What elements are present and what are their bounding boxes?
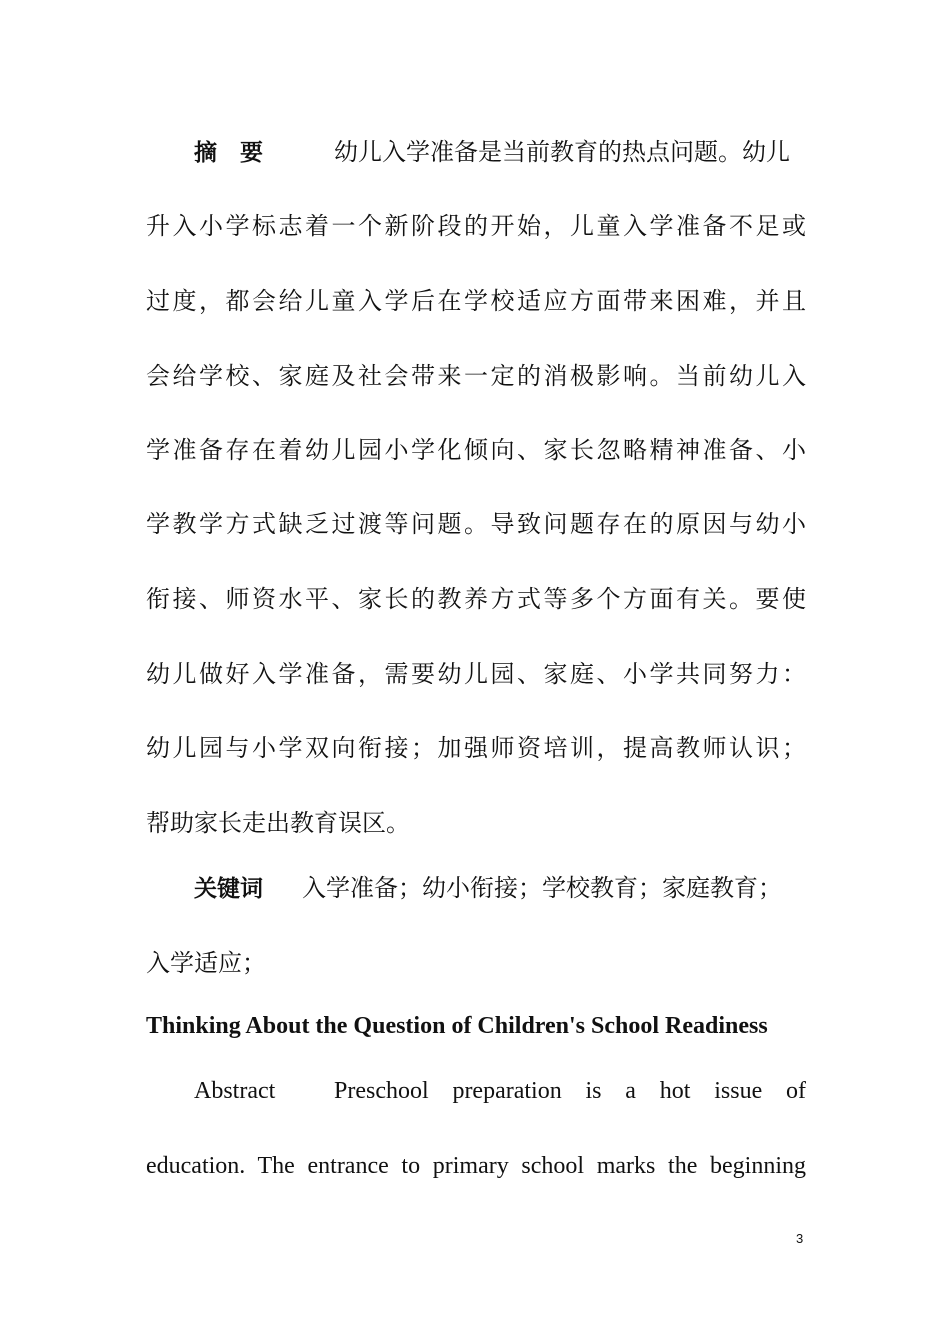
- abstract-cn-line-8: 幼儿做好入学准备，需要幼儿园、家庭、小学共同努力：: [146, 660, 806, 688]
- abstract-cn-line-10: 帮助家长走出教育误区。: [146, 809, 410, 837]
- page-number: 3: [796, 1231, 804, 1246]
- abstract-cn-line-1: 摘 要 幼儿入学准备是当前教育的热点问题。幼儿: [146, 136, 806, 169]
- keywords-cn-line-1: 关键词 入学准备；幼小衔接；学校教育；家庭教育；: [146, 872, 826, 905]
- english-title: Thinking About the Question of Children's School Readiness: [146, 1013, 768, 1039]
- abstract-cn-line-2: 升入小学标志着一个新阶段的开始，儿童入学准备不足或: [146, 212, 806, 240]
- abstract-cn-line-5: 学准备存在着幼儿园小学化倾向、家长忽略精神准备、小: [146, 436, 806, 464]
- abstract-cn-line-3: 过度，都会给儿童入学后在学校适应方面带来困难，并且: [146, 287, 806, 315]
- english-abstract-line-1: Abstract Preschool preparation is a hot issue of: [146, 1075, 806, 1107]
- english-abstract-line-2: education. The entrance to primary school marks the beginning: [146, 1153, 806, 1179]
- abstract-cn-line-6: 学教学方式缺乏过渡等问题。导致问题存在的原因与幼小: [146, 510, 806, 538]
- english-abstract-label: Abstract: [194, 1078, 276, 1104]
- abstract-cn-line-9: 幼儿园与小学双向衔接；加强师资培训，提高教师认识；: [146, 734, 806, 762]
- keywords-cn-label: 关键词: [194, 876, 263, 902]
- abstract-cn-line-7: 衔接、师资水平、家长的教养方式等多个方面有关。要使: [146, 585, 806, 613]
- keywords-cn-line-2: 入学适应；: [146, 949, 266, 977]
- abstract-cn-label: 摘 要: [194, 140, 263, 166]
- abstract-cn-line-4: 会给学校、家庭及社会带来一定的消极影响。当前幼儿入: [146, 362, 806, 390]
